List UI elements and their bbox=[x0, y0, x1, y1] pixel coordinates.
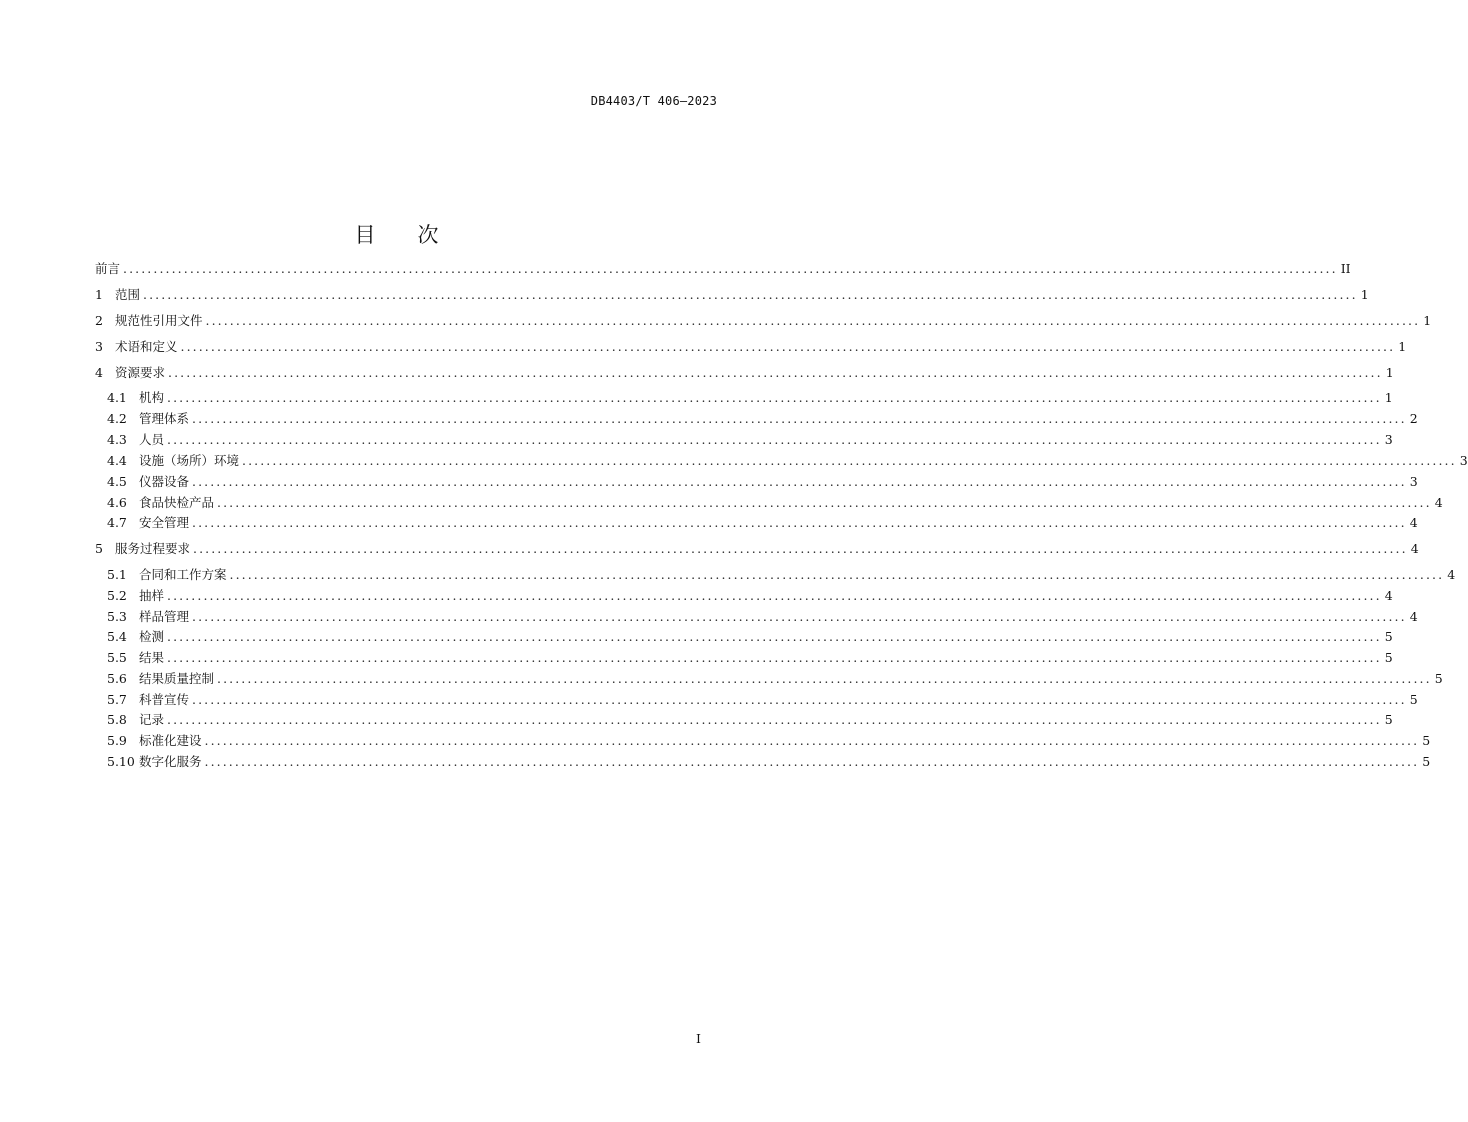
toc-entry-label: 仪器设备 bbox=[139, 474, 190, 489]
toc-dot-leader: ........................................................................................................................................................................................................ bbox=[193, 541, 1408, 556]
toc-entry-page: 5 bbox=[1409, 692, 1418, 707]
toc-dot-leader: ........................................................................................................................................................................................................ bbox=[123, 261, 1338, 276]
toc-entry-number: 5.5 bbox=[107, 650, 127, 665]
toc-entry-number: 5.6 bbox=[107, 671, 127, 686]
toc-entry-page: 3 bbox=[1459, 453, 1468, 468]
toc-entry-page: 5 bbox=[1384, 712, 1393, 727]
toc-entry-label: 设施（场所）环境 bbox=[139, 453, 240, 468]
toc-entry[interactable] bbox=[107, 432, 1393, 448]
toc-entry-label: 记录 bbox=[139, 712, 165, 727]
toc-entry-number: 5.7 bbox=[107, 692, 127, 707]
toc-entry-label: 安全管理 bbox=[139, 515, 190, 530]
toc-entry[interactable] bbox=[95, 261, 1351, 277]
toc-entry-page: 4 bbox=[1434, 495, 1443, 510]
toc-entry-label: 管理体系 bbox=[139, 411, 190, 426]
toc-entry-number: 5.2 bbox=[107, 588, 127, 603]
title-char-1: 目 bbox=[354, 223, 376, 247]
toc-entry[interactable] bbox=[107, 754, 1431, 770]
toc-entry-label: 抽样 bbox=[139, 588, 165, 603]
toc-dot-leader: ........................................................................................................................................................................................................ bbox=[167, 588, 1382, 603]
toc-entry-label: 范围 bbox=[115, 287, 141, 302]
toc-dot-leader: ........................................................................................................................................................................................................ bbox=[192, 609, 1407, 624]
toc-entry[interactable] bbox=[95, 339, 1407, 355]
toc-dot-leader: ........................................................................................................................................................................................................ bbox=[192, 411, 1407, 426]
page-number: I bbox=[696, 1031, 701, 1046]
toc-entry-label: 样品管理 bbox=[139, 609, 190, 624]
toc-entry-label: 科普宣传 bbox=[139, 692, 190, 707]
toc-dot-leader: ........................................................................................................................................................................................................ bbox=[192, 692, 1407, 707]
toc-entry[interactable] bbox=[95, 313, 1432, 329]
toc-entry[interactable] bbox=[95, 541, 1419, 557]
toc-entry-page: 4 bbox=[1409, 515, 1418, 530]
toc-entry-number: 5.10 bbox=[107, 754, 135, 769]
toc-entry-page: 4 bbox=[1409, 609, 1418, 624]
toc-entry[interactable] bbox=[107, 567, 1456, 583]
toc-entry-label: 数字化服务 bbox=[139, 754, 202, 769]
toc-entry-number: 4.6 bbox=[107, 495, 127, 510]
toc-entry-page: 5 bbox=[1422, 733, 1431, 748]
toc-entry-label: 前言 bbox=[95, 261, 121, 276]
toc-entry-label: 合同和工作方案 bbox=[139, 567, 227, 582]
toc-entry-page: 5 bbox=[1422, 754, 1431, 769]
toc-entry[interactable] bbox=[107, 650, 1393, 666]
toc-entry[interactable] bbox=[107, 474, 1418, 490]
toc-entry-label: 规范性引用文件 bbox=[115, 313, 203, 328]
toc-entry-label: 食品快检产品 bbox=[139, 495, 215, 510]
toc-entry-page: 4 bbox=[1410, 541, 1419, 556]
page-title bbox=[0, 219, 793, 249]
toc-entry-number: 5.3 bbox=[107, 609, 127, 624]
toc-entry-number: 3 bbox=[95, 339, 103, 354]
toc-entry-page: 1 bbox=[1423, 313, 1432, 328]
toc-dot-leader: ........................................................................................................................................................................................................ bbox=[229, 567, 1445, 582]
toc-entry-label: 术语和定义 bbox=[115, 339, 178, 354]
toc-entry[interactable] bbox=[107, 692, 1418, 708]
toc-entry[interactable] bbox=[107, 671, 1443, 687]
toc-entry-label: 机构 bbox=[139, 390, 165, 405]
toc-dot-leader: ........................................................................................................................................................................................................ bbox=[192, 474, 1407, 489]
toc-entry-page: 4 bbox=[1384, 588, 1393, 603]
toc-entry-number: 4.7 bbox=[107, 515, 127, 530]
toc-entry[interactable] bbox=[107, 712, 1393, 728]
toc-entry-page: 1 bbox=[1360, 287, 1369, 302]
toc-entry-page: 1 bbox=[1385, 365, 1394, 380]
toc-entry[interactable] bbox=[107, 411, 1418, 427]
toc-entry-page: 5 bbox=[1384, 650, 1393, 665]
toc-entry-number: 4 bbox=[95, 365, 103, 380]
toc-entry-page: II bbox=[1340, 261, 1351, 276]
toc-entry[interactable] bbox=[107, 390, 1393, 406]
toc-entry[interactable] bbox=[107, 629, 1393, 645]
toc-entry-number: 5.1 bbox=[107, 567, 127, 582]
toc-entry[interactable] bbox=[107, 515, 1418, 531]
toc-dot-leader: ........................................................................................................................................................................................................ bbox=[242, 453, 1457, 468]
toc-entry-label: 人员 bbox=[139, 432, 165, 447]
title-char-2: 次 bbox=[417, 223, 439, 247]
toc-entry-page: 3 bbox=[1384, 432, 1393, 447]
toc-entry-label: 结果 bbox=[139, 650, 165, 665]
toc-dot-leader: ........................................................................................................................................................................................................ bbox=[180, 339, 1396, 354]
toc-entry-number: 4.5 bbox=[107, 474, 127, 489]
toc-dot-leader: ........................................................................................................................................................................................................ bbox=[167, 629, 1382, 644]
toc-entry-label: 检测 bbox=[139, 629, 165, 644]
toc-dot-leader: ........................................................................................................................................................................................................ bbox=[217, 495, 1432, 510]
toc-dot-leader: ........................................................................................................................................................................................................ bbox=[204, 733, 1420, 748]
toc-entry[interactable] bbox=[95, 365, 1394, 381]
toc-dot-leader: ........................................................................................................................................................................................................ bbox=[205, 313, 1421, 328]
toc-dot-leader: ........................................................................................................................................................................................................ bbox=[167, 432, 1382, 447]
toc-dot-leader: ........................................................................................................................................................................................................ bbox=[167, 650, 1382, 665]
toc-entry-label: 结果质量控制 bbox=[139, 671, 215, 686]
toc-entry-page: 4 bbox=[1447, 567, 1456, 582]
toc-entry-number: 5.9 bbox=[107, 733, 127, 748]
toc-dot-leader: ........................................................................................................................................................................................................ bbox=[143, 287, 1358, 302]
toc-entry-label: 标准化建设 bbox=[139, 733, 202, 748]
toc-dot-leader: ........................................................................................................................................................................................................ bbox=[192, 515, 1407, 530]
toc-entry-number: 4.1 bbox=[107, 390, 127, 405]
toc-entry[interactable] bbox=[107, 733, 1431, 749]
toc-entry-number: 5.4 bbox=[107, 629, 127, 644]
toc-entry[interactable] bbox=[107, 453, 1468, 469]
toc-dot-leader: ........................................................................................................................................................................................................ bbox=[204, 754, 1420, 769]
toc-entry-page: 5 bbox=[1384, 629, 1393, 644]
toc-dot-leader: ........................................................................................................................................................................................................ bbox=[167, 390, 1382, 405]
toc-entry-number: 5 bbox=[95, 541, 103, 556]
toc-entry-number: 4.3 bbox=[107, 432, 127, 447]
toc-entry[interactable] bbox=[95, 287, 1369, 303]
toc-entry[interactable] bbox=[107, 495, 1443, 511]
toc-entry-page: 3 bbox=[1409, 474, 1418, 489]
toc-entry-number: 4.4 bbox=[107, 453, 127, 468]
toc-entry-number: 4.2 bbox=[107, 411, 127, 426]
toc-dot-leader: ........................................................................................................................................................................................................ bbox=[168, 365, 1383, 380]
toc-entry[interactable] bbox=[107, 588, 1393, 604]
toc-entry-label: 服务过程要求 bbox=[115, 541, 191, 556]
toc-dot-leader: ........................................................................................................................................................................................................ bbox=[217, 671, 1432, 686]
toc-entry-page: 1 bbox=[1384, 390, 1393, 405]
standard-code: DB4403/T 406—2023 bbox=[590, 94, 717, 108]
toc-entry[interactable] bbox=[107, 609, 1418, 625]
toc-entry-page: 1 bbox=[1398, 339, 1407, 354]
toc-entry-number: 1 bbox=[95, 287, 103, 302]
toc-entry-page: 5 bbox=[1434, 671, 1443, 686]
toc-dot-leader: ........................................................................................................................................................................................................ bbox=[167, 712, 1382, 727]
toc-entry-label: 资源要求 bbox=[115, 365, 166, 380]
toc-entry-number: 2 bbox=[95, 313, 103, 328]
toc-entry-number: 5.8 bbox=[107, 712, 127, 727]
toc-entry-page: 2 bbox=[1409, 411, 1418, 426]
